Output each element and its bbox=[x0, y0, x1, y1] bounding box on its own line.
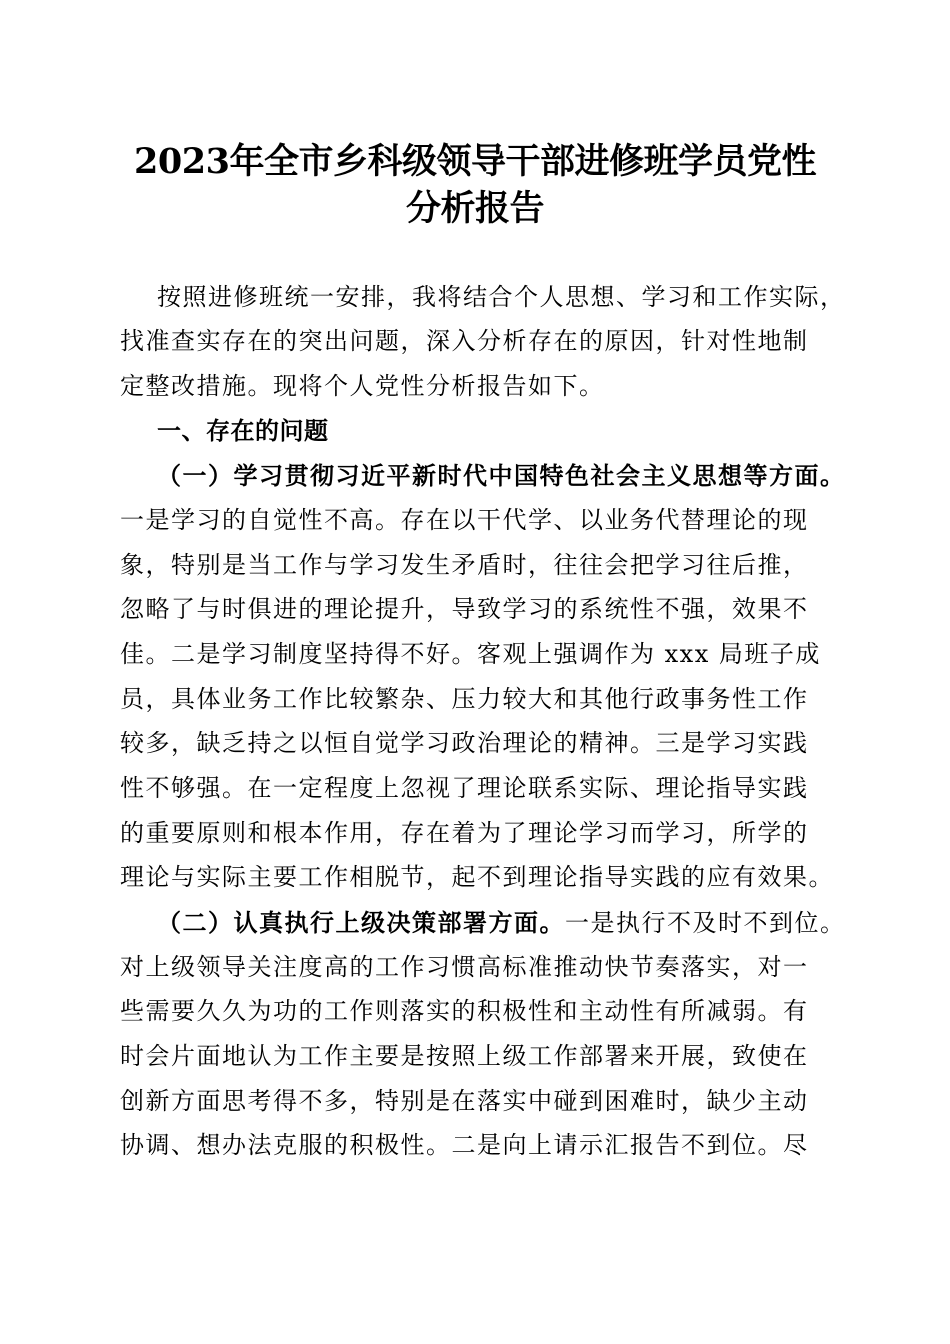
subsection-heading-study: （一）学习贯彻习近平新时代中国特色社会主义思想等方面。 bbox=[157, 461, 846, 490]
paragraph-line: 员，具体业务工作比较繁杂、压力较大和其他行政事务性工作 bbox=[120, 685, 809, 713]
section-heading-problems: 一、存在的问题 bbox=[157, 417, 329, 445]
paragraph-line: 一是学习的自觉性不高。存在以干代学、以业务代替理论的现 bbox=[120, 506, 809, 534]
subsection-heading-execution: （二）认真执行上级决策部署方面。 bbox=[157, 908, 565, 937]
paragraph-line: 理论与实际主要工作相脱节，起不到理论指导实践的应有效果。 bbox=[120, 863, 834, 891]
document-title-line-1: 2023年全市乡科级领导干部进修班学员党性 bbox=[134, 141, 816, 182]
intro-line: 按照进修班统一安排，我将结合个人思想、学习和工作实际， bbox=[157, 283, 846, 311]
document-title-line-2: 分析报告 bbox=[405, 188, 544, 229]
paragraph-line: 对上级领导关注度高的工作习惯高标准推动快节奏落实，对一 bbox=[120, 953, 809, 981]
paragraph-line: 创新方面思考得不多，特别是在落实中碰到困难时，缺少主动 bbox=[120, 1087, 809, 1115]
paragraph-line: 象，特别是当工作与学习发生矛盾时，往往会把学习往后推， bbox=[120, 551, 809, 579]
paragraph-line: 较多，缺乏持之以恒自觉学习政治理论的精神。三是学习实践 bbox=[120, 729, 809, 757]
paragraph-line: 时会片面地认为工作主要是按照上级工作部署来开展，致使在 bbox=[120, 1042, 809, 1070]
paragraph-line: 些需要久久为功的工作则落实的积极性和主动性有所减弱。有 bbox=[120, 997, 809, 1025]
paragraph-line: 的重要原则和根本作用，存在着为了理论学习而学习，所学的 bbox=[120, 819, 809, 847]
paragraph-line: 忽略了与时俱进的理论提升，导致学习的系统性不强，效果不 bbox=[120, 595, 809, 623]
paragraph-line: 佳。二是学习制度坚持得不好。客观上强调作为 xxx 局班子成 bbox=[120, 640, 821, 668]
subsection-line-execution bbox=[157, 900, 877, 945]
paragraph-line: 性不够强。在一定程度上忽视了理论联系实际、理论指导实践 bbox=[120, 774, 809, 802]
paragraph-line: 协调、想办法克服的积极性。二是向上请示汇报告不到位。尽 bbox=[120, 1131, 809, 1159]
intro-line: 定整改措施。现将个人党性分析报告如下。 bbox=[120, 372, 605, 400]
subsection-heading-rest: 一是执行不及时不到位。 bbox=[565, 909, 846, 937]
intro-line: 找准查实存在的突出问题，深入分析存在的原因，针对性地制 bbox=[120, 327, 809, 355]
